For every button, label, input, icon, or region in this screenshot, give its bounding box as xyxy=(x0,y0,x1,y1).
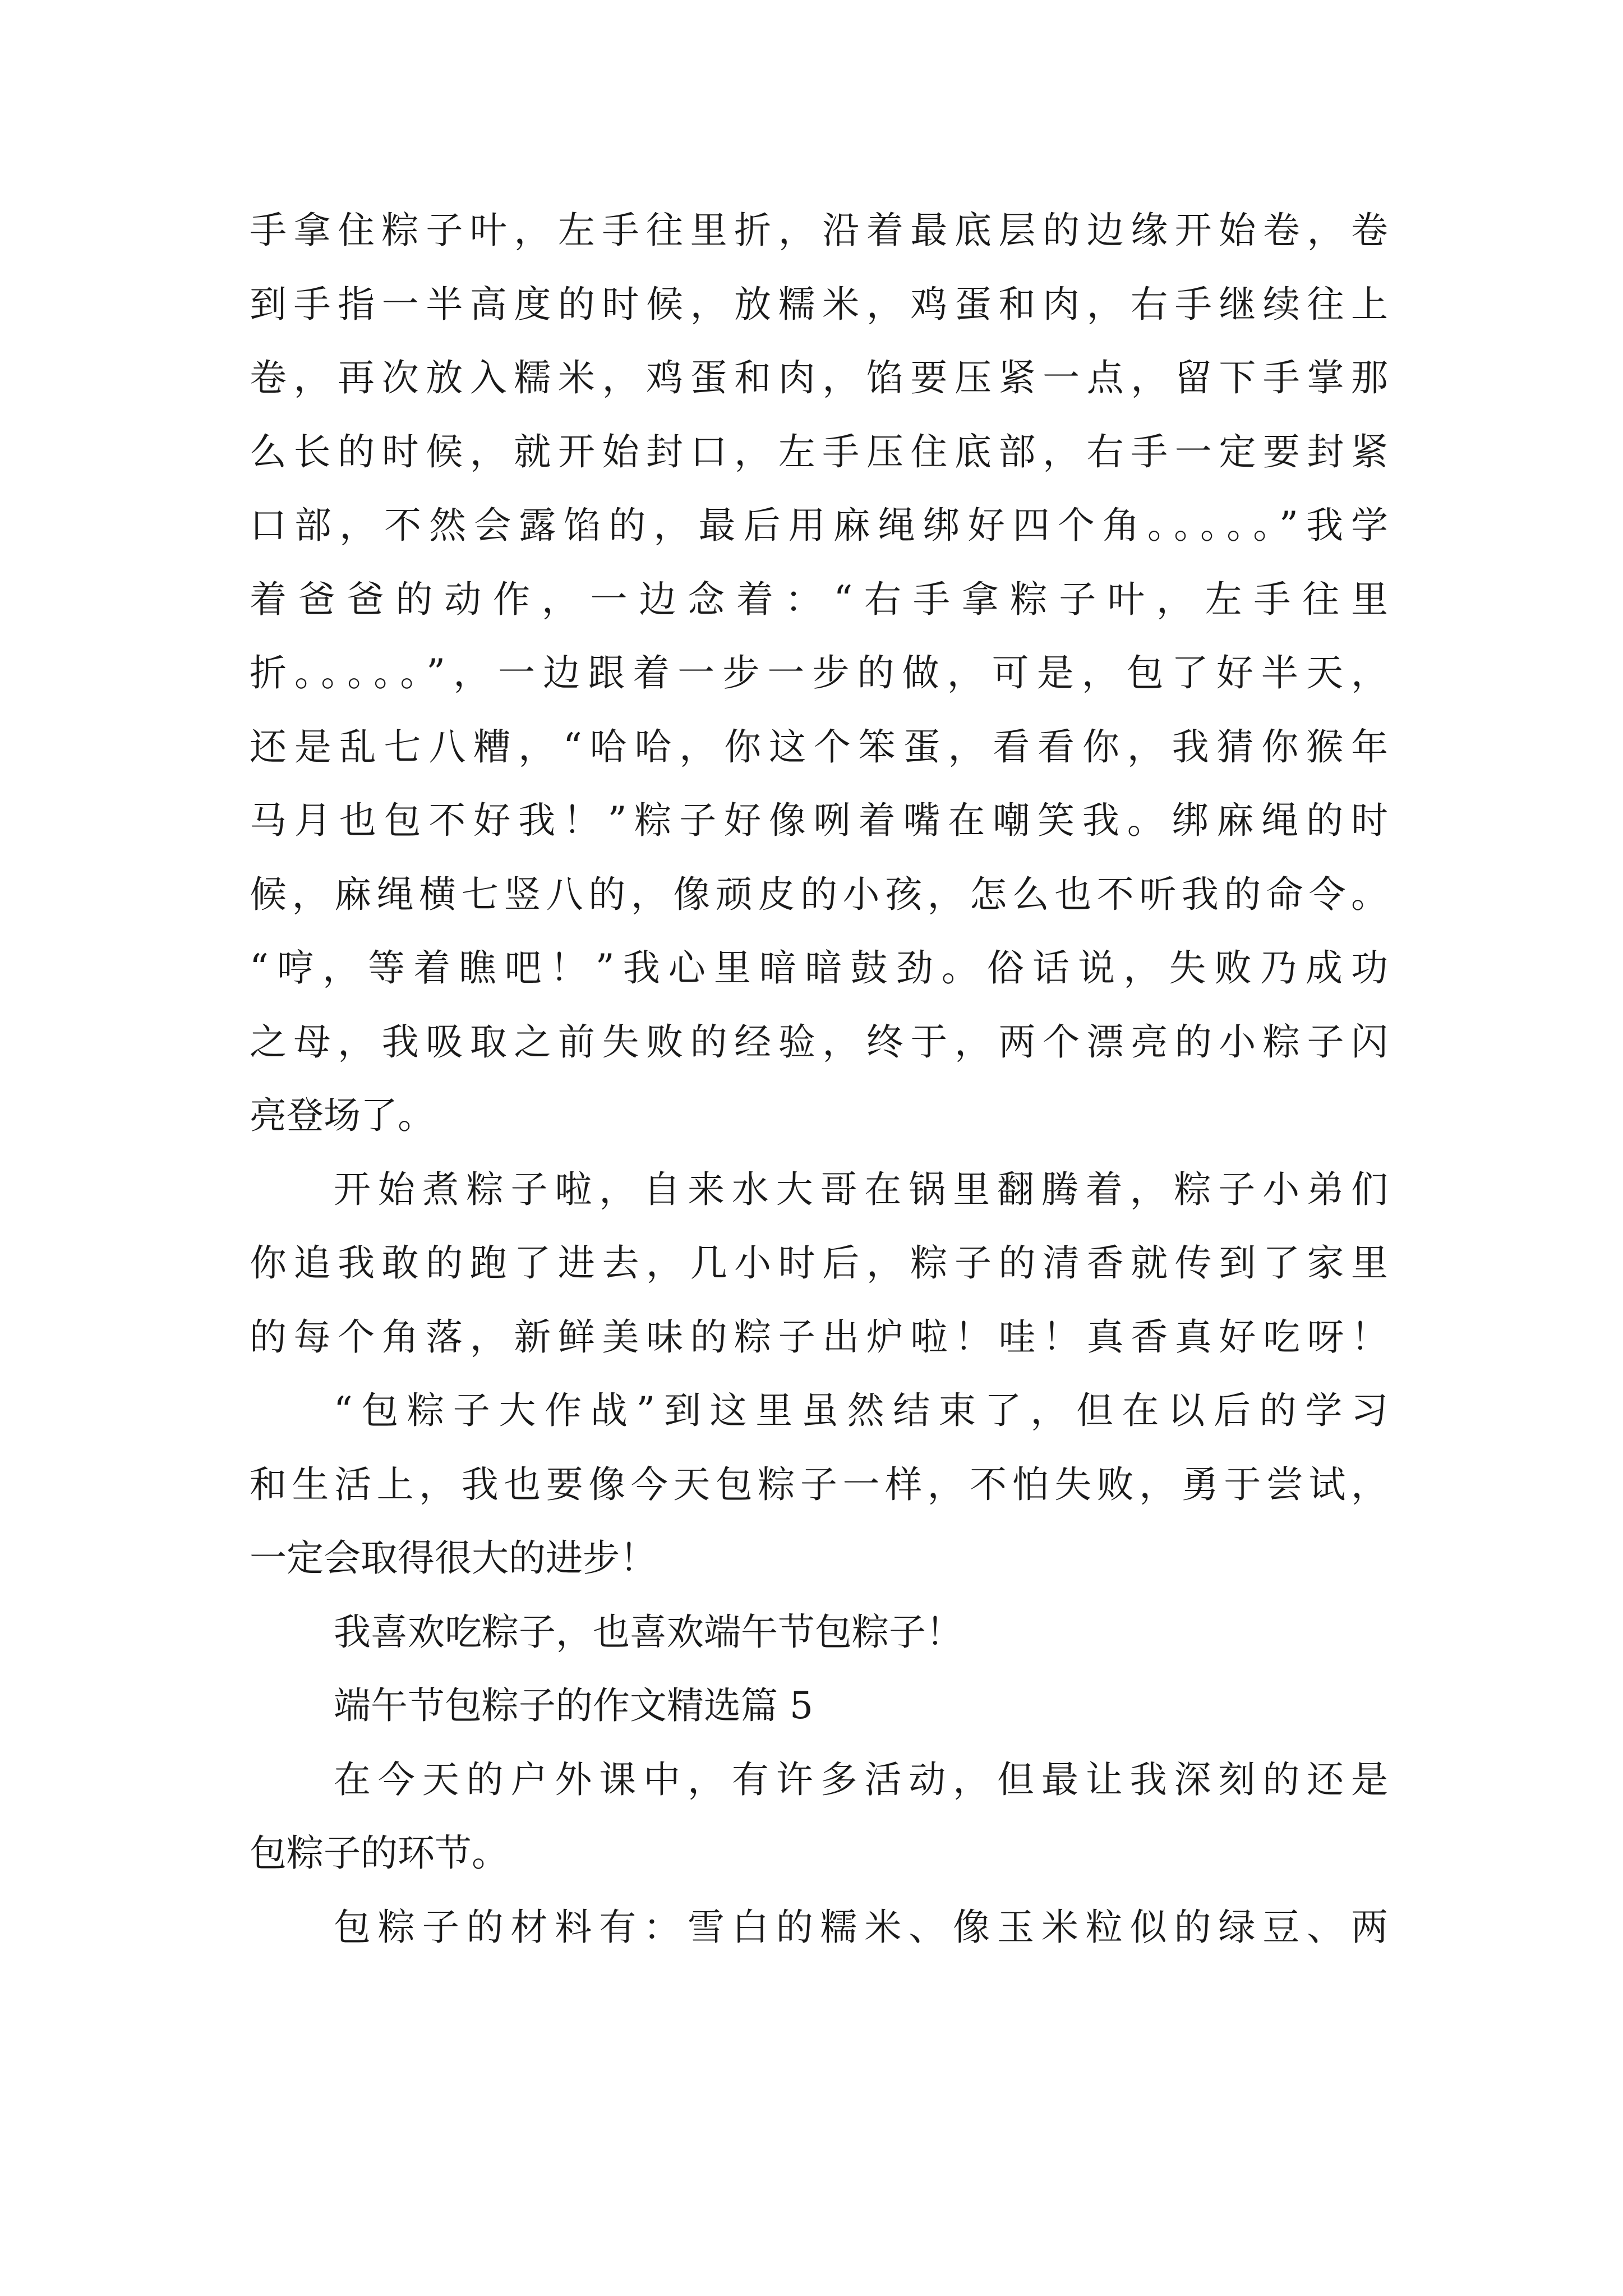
text-line: 折。。。。。”，一边跟着一步一步的做，可是，包了好半天， xyxy=(250,651,1388,694)
text-line: 开始煮粽子啦，自来水大哥在锅里翻腾着，粽子小弟们 xyxy=(334,1167,1388,1211)
text-line: 候，麻绳横七竖八的，像顽皮的小孩，怎么也不听我的命令。 xyxy=(250,872,1388,916)
text-line: 么长的时候，就开始封口，左手压住底部，右手一定要封紧 xyxy=(250,430,1388,473)
text-line: 亮登场了。 xyxy=(250,1094,435,1137)
article-body xyxy=(250,194,1388,1964)
text-line: 还是乱七八糟，“哈哈，你这个笨蛋，看看你，我猜你猴年 xyxy=(250,725,1388,769)
text-line: 马月也包不好我！”粽子好像咧着嘴在嘲笑我。绑麻绳的时 xyxy=(250,799,1388,842)
text-line: 着爸爸的动作，一边念着：“右手拿粽子叶，左手往里 xyxy=(250,577,1388,621)
text-line: 的每个角落，新鲜美味的粽子出炉啦！哇！真香真好吃呀！ xyxy=(250,1315,1388,1359)
text-line: 你追我敢的跑了进去，几小时后，粽子的清香就传到了家里 xyxy=(250,1241,1388,1285)
text-line: 口部，不然会露馅的，最后用麻绳绑好四个角。。。。。”我学 xyxy=(250,504,1388,547)
text-line: 在今天的户外课中，有许多活动，但最让我深刻的还是 xyxy=(334,1757,1388,1801)
text-line: 之母，我吸取之前失败的经验，终于，两个漂亮的小粽子闪 xyxy=(250,1020,1388,1064)
text-line: 包粽子的材料有：雪白的糯米、像玉米粒似的绿豆、两 xyxy=(334,1905,1388,1949)
text-line: 手拿住粽子叶，左手往里折，沿着最底层的边缘开始卷，卷 xyxy=(250,209,1388,252)
text-line: 我喜欢吃粽子，也喜欢端午节包粽子！ xyxy=(334,1610,963,1654)
text-line: “包粽子大作战”到这里虽然结束了，但在以后的学习 xyxy=(334,1389,1388,1432)
text-line: 和生活上，我也要像今天包粽子一样，不怕失败，勇于尝试， xyxy=(250,1462,1388,1506)
text-line: 到手指一半高度的时候，放糯米，鸡蛋和肉，右手继续往上 xyxy=(250,282,1388,326)
text-line: 包粽子的环节。 xyxy=(250,1832,509,1875)
section-heading: 端午节包粽子的作文精选篇 5 xyxy=(334,1684,813,1727)
text-line: 一定会取得很大的进步！ xyxy=(250,1536,657,1580)
text-line: 卷，再次放入糯米，鸡蛋和肉，馅要压紧一点，留下手掌那 xyxy=(250,356,1388,399)
text-line: “哼，等着瞧吧！”我心里暗暗鼓劲。俗话说，失败乃成功 xyxy=(250,946,1388,990)
